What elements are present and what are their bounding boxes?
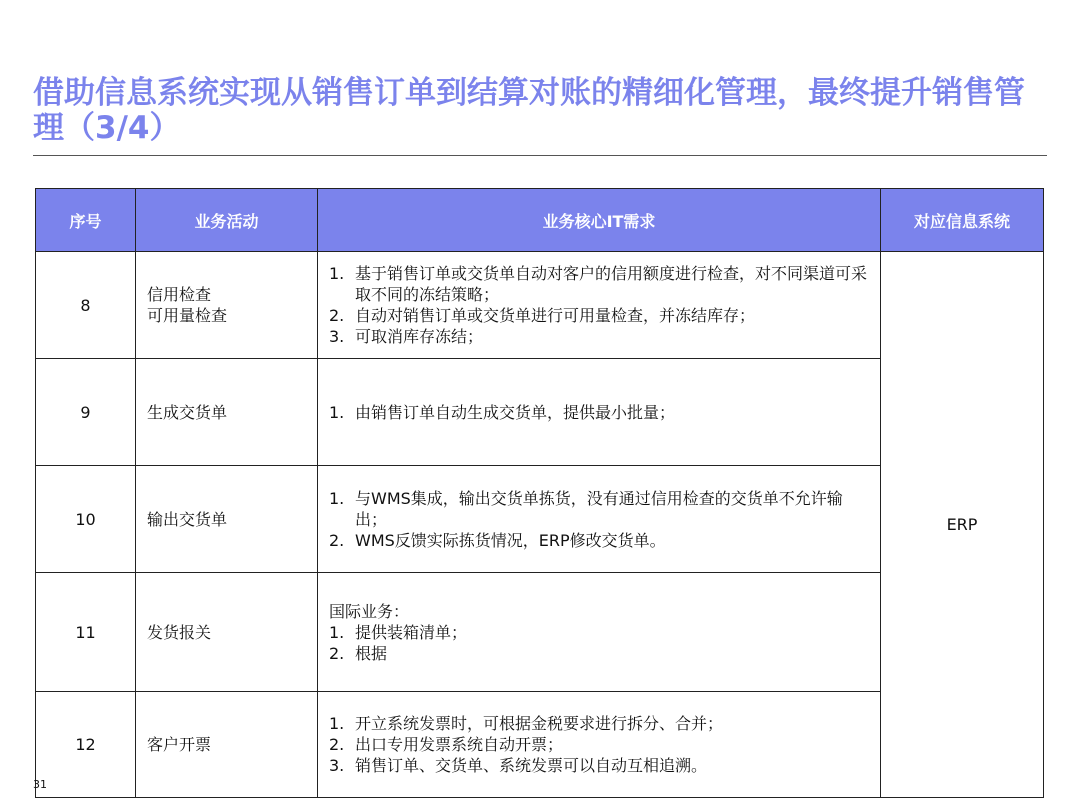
requirement-list [329,402,874,423]
item-text: 销售订单、交货单、系统发票可以自动互相追溯。 [355,756,708,775]
row-requirement [318,692,881,798]
requirement-item [329,326,874,347]
activity-line: 客户开票 [147,735,212,754]
requirement-item [329,263,874,305]
header-activity: 业务活动 [136,189,318,252]
requirement-intro: 国际业务： [329,601,410,621]
requirement-list [329,622,874,664]
row-seq: 8 [36,252,136,359]
requirement-list [329,488,874,551]
row-requirement [318,359,881,466]
item-text: 与WMS集成，输出交货单拣货，没有通过信用检查的交货单不允许输出； [355,488,843,529]
row-activity [136,252,318,359]
activity-line: 发货报关 [147,622,212,642]
item-number: 1. [329,714,345,733]
item-text: 基于销售订单或交货单自动对客户的信用额度进行检查，对不同渠道可采取不同的冻结策略； [355,264,868,304]
table-row [36,252,1044,359]
row-activity [136,573,318,692]
requirement-item [329,488,874,530]
item-number: 2. [329,530,345,550]
row-requirement [318,252,881,359]
item-number: 3. [329,327,345,346]
item-number: 1. [329,402,345,422]
activity-line: 信用检查 [147,285,212,304]
item-text: 根据 [355,643,388,663]
requirement-item [329,402,874,423]
item-text: 开立系统发票时，可根据金税要求进行拆分、合并； [355,714,724,733]
table-header-row [36,189,1044,252]
header-requirement: 业务核心IT需求 [318,189,881,252]
row-seq: 10 [36,466,136,573]
requirements-table [35,188,1044,798]
activity-line: 生成交货单 [147,402,228,422]
requirement-list [329,263,874,347]
requirement-item [329,530,874,551]
row-activity [136,692,318,798]
item-number: 1. [329,622,345,642]
slide-title: 借助信息系统实现从销售订单到结算对账的精细化管理，最终提升销售管理（3/4） [33,75,1025,146]
row-activity [136,466,318,573]
requirement-item [329,622,874,643]
header-seq: 序号 [36,189,136,252]
row-seq: 9 [36,359,136,466]
item-number: 1. [329,264,345,283]
page-number: 31 [33,778,47,791]
row-seq: 11 [36,573,136,692]
activity-line: 输出交货单 [147,509,228,529]
requirement-list [329,713,874,776]
requirement-item [329,305,874,326]
header-system: 对应信息系统 [881,189,1044,252]
item-text: 自动对销售订单或交货单进行可用量检查，并冻结库存； [355,306,756,325]
item-text: 可取消库存冻结； [355,327,484,346]
item-number: 2. [329,643,345,663]
item-text: WMS反馈实际拣货情况，ERP修改交货单。 [355,530,666,550]
item-number: 2. [329,306,345,325]
requirement-item [329,713,874,734]
item-number: 3. [329,756,345,775]
item-text: 由销售订单自动生成交货单，提供最小批量； [355,402,676,422]
requirement-item [329,755,874,776]
row-seq: 12 [36,692,136,798]
activity-line: 可用量检查 [147,306,228,325]
row-requirement [318,573,881,692]
system-cell: ERP [881,252,1044,798]
requirement-item [329,734,874,755]
row-activity [136,359,318,466]
title-divider [33,155,1047,156]
requirement-item [329,643,874,664]
item-number: 1. [329,488,345,508]
item-text: 出口专用发票系统自动开票； [355,735,564,754]
row-requirement [318,466,881,573]
item-number: 2. [329,735,345,754]
item-text: 提供装箱清单； [355,622,468,642]
